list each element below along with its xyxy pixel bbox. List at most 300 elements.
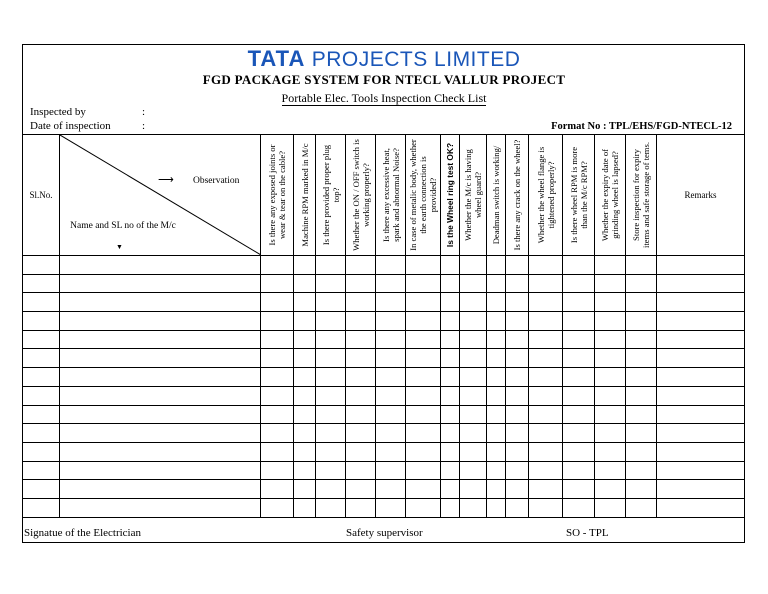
table-cell[interactable] — [595, 386, 626, 405]
table-cell[interactable] — [316, 274, 346, 293]
table-cell[interactable] — [506, 330, 529, 349]
table-cell[interactable] — [23, 293, 60, 312]
table-cell[interactable] — [626, 368, 657, 387]
table-cell[interactable] — [626, 424, 657, 443]
col-header-text: Is there wheel RPM is more than the M/c RPM? — [568, 146, 589, 244]
table-cell[interactable] — [406, 293, 441, 312]
table-cell[interactable] — [563, 498, 595, 517]
table-cell[interactable] — [657, 442, 745, 461]
table-cell[interactable] — [506, 498, 529, 517]
table-cell[interactable] — [261, 293, 294, 312]
table-cell[interactable] — [294, 442, 316, 461]
table-cell[interactable] — [460, 480, 487, 499]
table-cell[interactable] — [23, 498, 60, 517]
form-title-text: Portable Elec. Tools Inspection Check List — [281, 91, 487, 105]
table-row — [23, 349, 745, 368]
table-cell[interactable] — [261, 349, 294, 368]
table-cell[interactable] — [563, 442, 595, 461]
col-header-text: Deadman switch is working/ — [491, 145, 501, 245]
table-cell[interactable] — [441, 312, 460, 331]
table-row — [23, 386, 745, 405]
table-cell[interactable] — [529, 312, 563, 331]
machine-name-label: Name and SL no of the M/c — [70, 221, 176, 231]
table-cell[interactable] — [460, 442, 487, 461]
table-cell[interactable] — [506, 312, 529, 331]
table-row — [23, 442, 745, 461]
table-cell[interactable] — [506, 256, 529, 275]
table-cell[interactable] — [441, 330, 460, 349]
table-cell[interactable] — [506, 405, 529, 424]
table-cell[interactable] — [626, 293, 657, 312]
table-cell[interactable] — [60, 480, 261, 499]
table-cell[interactable] — [626, 386, 657, 405]
table-cell[interactable] — [529, 480, 563, 499]
table-cell[interactable] — [23, 461, 60, 480]
table-cell[interactable] — [376, 386, 406, 405]
table-cell[interactable] — [23, 424, 60, 443]
table-cell[interactable] — [626, 442, 657, 461]
table-cell[interactable] — [487, 330, 506, 349]
table-cell[interactable] — [261, 274, 294, 293]
col-header-2 — [294, 135, 316, 256]
table-cell[interactable] — [406, 461, 441, 480]
table-cell[interactable] — [261, 386, 294, 405]
table-cell[interactable] — [406, 498, 441, 517]
table-cell[interactable] — [294, 498, 316, 517]
inspected-by-field — [30, 106, 146, 118]
inspected-by-label: Inspected by — [30, 106, 86, 118]
table-cell[interactable] — [60, 256, 261, 275]
table-cell[interactable] — [529, 424, 563, 443]
table-cell[interactable] — [441, 498, 460, 517]
table-cell[interactable] — [595, 274, 626, 293]
table-cell[interactable] — [626, 274, 657, 293]
table-cell[interactable] — [460, 293, 487, 312]
table-cell[interactable] — [376, 312, 406, 331]
table-cell[interactable] — [460, 498, 487, 517]
table-cell[interactable] — [406, 386, 441, 405]
remarks-header: Remarks — [657, 135, 745, 256]
table-cell[interactable] — [441, 442, 460, 461]
table-cell[interactable] — [294, 424, 316, 443]
table-cell[interactable] — [487, 442, 506, 461]
table-cell[interactable] — [376, 349, 406, 368]
table-cell[interactable] — [261, 312, 294, 331]
table-cell[interactable] — [316, 368, 346, 387]
date-colon: : — [142, 120, 146, 132]
table-cell[interactable] — [60, 424, 261, 443]
table-cell[interactable] — [316, 330, 346, 349]
table-cell[interactable] — [487, 405, 506, 424]
table-cell[interactable] — [316, 386, 346, 405]
table-cell[interactable] — [346, 461, 376, 480]
table-cell[interactable] — [563, 480, 595, 499]
table-cell[interactable] — [595, 293, 626, 312]
col-header-text: Whether the M/c is having wheel guard? — [463, 149, 483, 241]
table-cell[interactable] — [487, 349, 506, 368]
table-cell[interactable] — [261, 368, 294, 387]
table-cell[interactable] — [487, 424, 506, 443]
table-cell[interactable] — [529, 274, 563, 293]
table-cell[interactable] — [346, 256, 376, 275]
table-cell[interactable] — [460, 312, 487, 331]
company-logo-word: TATA — [247, 46, 306, 71]
table-cell[interactable] — [261, 330, 294, 349]
table-cell[interactable] — [346, 424, 376, 443]
table-cell[interactable] — [460, 461, 487, 480]
table-row — [23, 256, 745, 275]
table-cell[interactable] — [506, 386, 529, 405]
col-header-4 — [346, 135, 376, 256]
table-cell[interactable] — [487, 386, 506, 405]
table-cell[interactable] — [487, 256, 506, 275]
table-cell[interactable] — [23, 312, 60, 331]
table-cell[interactable] — [626, 349, 657, 368]
so-tpl-label: SO - TPL — [566, 527, 609, 539]
table-cell[interactable] — [460, 330, 487, 349]
table-cell[interactable] — [60, 368, 261, 387]
table-cell[interactable] — [529, 293, 563, 312]
table-cell[interactable] — [376, 498, 406, 517]
table-cell[interactable] — [406, 424, 441, 443]
table-cell[interactable] — [563, 368, 595, 387]
table-cell[interactable] — [563, 274, 595, 293]
table-cell[interactable] — [460, 405, 487, 424]
table-cell[interactable] — [487, 293, 506, 312]
table-cell[interactable] — [657, 498, 745, 517]
table-cell[interactable] — [441, 368, 460, 387]
table-cell[interactable] — [506, 442, 529, 461]
table-row — [23, 498, 745, 517]
date-label: Date of inspection — [30, 120, 111, 132]
table-cell[interactable] — [441, 256, 460, 275]
col-header-text: Is there any excessive heat, spark and abnormal Noise? — [380, 148, 401, 242]
col-header-text: Is there any crack on the wheel? — [512, 139, 522, 251]
table-cell[interactable] — [294, 461, 316, 480]
table-cell[interactable] — [460, 368, 487, 387]
table-cell[interactable] — [563, 424, 595, 443]
table-cell[interactable] — [261, 256, 294, 275]
col-header-5 — [376, 135, 406, 256]
table-cell[interactable] — [626, 461, 657, 480]
table-cell[interactable] — [316, 461, 346, 480]
table-cell[interactable] — [23, 368, 60, 387]
table-cell[interactable] — [626, 405, 657, 424]
table-cell[interactable] — [346, 312, 376, 331]
slno-header: Sl.No. — [23, 135, 60, 256]
col-header-12 — [563, 135, 595, 256]
table-cell[interactable] — [406, 349, 441, 368]
table-cell[interactable] — [595, 405, 626, 424]
table-cell[interactable] — [529, 256, 563, 275]
table-cell[interactable] — [563, 256, 595, 275]
table-cell[interactable] — [657, 386, 745, 405]
table-cell[interactable] — [294, 330, 316, 349]
table-cell[interactable] — [60, 498, 261, 517]
table-cell[interactable] — [316, 480, 346, 499]
table-cell[interactable] — [23, 480, 60, 499]
table-cell[interactable] — [595, 349, 626, 368]
table-cell[interactable] — [60, 349, 261, 368]
table-cell[interactable] — [406, 330, 441, 349]
table-cell[interactable] — [529, 349, 563, 368]
table-cell[interactable] — [657, 256, 745, 275]
col-header-13 — [595, 135, 626, 256]
table-cell[interactable] — [376, 442, 406, 461]
table-row — [23, 274, 745, 293]
table-cell[interactable] — [595, 312, 626, 331]
table-cell[interactable] — [487, 274, 506, 293]
table-cell[interactable] — [506, 368, 529, 387]
col-header-10 — [506, 135, 529, 256]
table-cell[interactable] — [657, 349, 745, 368]
table-cell[interactable] — [406, 442, 441, 461]
table-cell[interactable] — [487, 480, 506, 499]
table-cell[interactable] — [23, 274, 60, 293]
table-cell[interactable] — [346, 442, 376, 461]
table-cell[interactable] — [563, 386, 595, 405]
table-cell[interactable] — [441, 424, 460, 443]
table-cell[interactable] — [529, 330, 563, 349]
table-cell[interactable] — [23, 405, 60, 424]
table-row — [23, 330, 745, 349]
table-cell[interactable] — [346, 405, 376, 424]
table-cell[interactable] — [563, 293, 595, 312]
table-cell[interactable] — [346, 480, 376, 499]
table-row — [23, 293, 745, 312]
project-title: FGD PACKAGE SYSTEM FOR NTECL VALLUR PROJECT — [202, 72, 566, 87]
table-cell[interactable] — [441, 293, 460, 312]
table-cell[interactable] — [441, 405, 460, 424]
table-cell[interactable] — [376, 256, 406, 275]
table-cell[interactable] — [460, 424, 487, 443]
table-cell[interactable] — [261, 405, 294, 424]
table-cell[interactable] — [60, 330, 261, 349]
table-cell[interactable] — [441, 349, 460, 368]
table-cell[interactable] — [346, 330, 376, 349]
down-arrow-icon: ▼ — [116, 243, 123, 251]
col-header-text: Whether the wheel flange is tightened properly? — [535, 146, 556, 244]
table-cell[interactable] — [261, 442, 294, 461]
right-arrow-icon: ⟶ — [158, 174, 174, 186]
table-cell[interactable] — [487, 498, 506, 517]
safety-supervisor-label: Safety supervisor — [346, 527, 423, 539]
table-cell[interactable] — [23, 256, 60, 275]
col-header-text: In case of metalic body, whether the earth connection is provided? — [408, 139, 438, 251]
table-cell[interactable] — [346, 498, 376, 517]
table-cell[interactable] — [506, 461, 529, 480]
table-cell[interactable] — [441, 461, 460, 480]
table-cell[interactable] — [316, 349, 346, 368]
col-header-text: Whether the expiry date of grinding wheel is lapsed? — [600, 148, 620, 242]
col-header-text: Store inspection for expiry items and safe storage of tems. — [631, 142, 651, 248]
table-cell[interactable] — [316, 312, 346, 331]
table-cell[interactable] — [294, 405, 316, 424]
table-cell[interactable] — [563, 405, 595, 424]
table-cell[interactable] — [657, 330, 745, 349]
table-cell[interactable] — [406, 405, 441, 424]
col-header-9 — [487, 135, 506, 256]
table-cell[interactable] — [60, 312, 261, 331]
table-row — [23, 312, 745, 331]
table-cell[interactable] — [406, 256, 441, 275]
table-cell[interactable] — [316, 498, 346, 517]
observation-label: Observation — [193, 176, 240, 186]
table-cell[interactable] — [506, 424, 529, 443]
table-cell[interactable] — [595, 424, 626, 443]
table-cell[interactable] — [460, 386, 487, 405]
table-row — [23, 480, 745, 499]
table-cell[interactable] — [529, 498, 563, 517]
col-header-1 — [261, 135, 294, 256]
table-cell[interactable] — [23, 330, 60, 349]
electrician-signature-label: Signatue of the Electrician — [24, 527, 141, 539]
table-cell[interactable] — [626, 312, 657, 331]
table-cell[interactable] — [563, 349, 595, 368]
table-row — [23, 368, 745, 387]
table-row — [23, 424, 745, 443]
table-cell[interactable] — [460, 256, 487, 275]
col-header-7 — [441, 135, 460, 256]
table-cell[interactable] — [294, 293, 316, 312]
col-header-6 — [406, 135, 441, 256]
table-cell[interactable] — [60, 386, 261, 405]
company-name-rest: PROJECTS LIMITED — [311, 48, 521, 71]
table-cell[interactable] — [487, 312, 506, 331]
table-cell[interactable] — [406, 480, 441, 499]
col-header-14 — [626, 135, 657, 256]
table-cell[interactable] — [657, 293, 745, 312]
table-cell[interactable] — [595, 368, 626, 387]
table-cell[interactable] — [261, 498, 294, 517]
table-cell[interactable] — [60, 274, 261, 293]
table-cell[interactable] — [529, 368, 563, 387]
table-cell[interactable] — [376, 330, 406, 349]
table-cell[interactable] — [529, 442, 563, 461]
table-cell[interactable] — [506, 349, 529, 368]
table-cell[interactable] — [316, 442, 346, 461]
table-cell[interactable] — [563, 461, 595, 480]
table-cell[interactable] — [294, 312, 316, 331]
table-cell[interactable] — [657, 274, 745, 293]
table-cell[interactable] — [294, 480, 316, 499]
table-cell[interactable] — [487, 368, 506, 387]
col-header-11 — [529, 135, 563, 256]
table-cell[interactable] — [316, 424, 346, 443]
table-cell[interactable] — [346, 274, 376, 293]
table-cell[interactable] — [316, 256, 346, 275]
table-cell[interactable] — [563, 330, 595, 349]
name-observation-header — [60, 135, 261, 256]
table-cell[interactable] — [23, 442, 60, 461]
table-cell[interactable] — [376, 461, 406, 480]
table-cell[interactable] — [23, 349, 60, 368]
table-cell[interactable] — [529, 461, 563, 480]
table-cell[interactable] — [506, 274, 529, 293]
table-cell[interactable] — [294, 386, 316, 405]
table-cell[interactable] — [506, 480, 529, 499]
table-cell[interactable] — [657, 312, 745, 331]
table-cell[interactable] — [376, 424, 406, 443]
table-cell[interactable] — [294, 256, 316, 275]
table-cell[interactable] — [657, 480, 745, 499]
table-cell[interactable] — [60, 405, 261, 424]
table-cell[interactable] — [626, 330, 657, 349]
form-title — [0, 91, 768, 106]
table-cell[interactable] — [376, 293, 406, 312]
table-cell[interactable] — [657, 424, 745, 443]
table-cell[interactable] — [441, 480, 460, 499]
table-cell[interactable] — [441, 274, 460, 293]
table-cell[interactable] — [261, 424, 294, 443]
table-cell[interactable] — [261, 480, 294, 499]
table-cell[interactable] — [529, 405, 563, 424]
table-cell[interactable] — [316, 405, 346, 424]
col-header-text: Is the Wheel ring test OK? — [445, 142, 455, 248]
table-cell[interactable] — [626, 256, 657, 275]
table-cell[interactable] — [316, 293, 346, 312]
table-cell[interactable] — [657, 405, 745, 424]
table-cell[interactable] — [346, 368, 376, 387]
table-cell[interactable] — [261, 461, 294, 480]
company-name — [0, 46, 768, 72]
table-cell[interactable] — [376, 368, 406, 387]
table-cell[interactable] — [595, 480, 626, 499]
format-number: Format No : TPL/EHS/FGD-NTECL-12 — [551, 121, 732, 132]
table-cell[interactable] — [595, 256, 626, 275]
table-cell[interactable] — [406, 368, 441, 387]
table-cell[interactable] — [294, 274, 316, 293]
col-header-8 — [460, 135, 487, 256]
table-cell[interactable] — [626, 480, 657, 499]
table-cell[interactable] — [406, 274, 441, 293]
table-cell[interactable] — [657, 368, 745, 387]
table-cell[interactable] — [626, 498, 657, 517]
table-row — [23, 461, 745, 480]
table-cell[interactable] — [460, 274, 487, 293]
table-cell[interactable] — [657, 461, 745, 480]
table-cell[interactable] — [60, 461, 261, 480]
table-cell[interactable] — [460, 349, 487, 368]
table-cell[interactable] — [294, 349, 316, 368]
table-cell[interactable] — [441, 386, 460, 405]
table-row — [23, 405, 745, 424]
table-cell[interactable] — [346, 293, 376, 312]
table-cell[interactable] — [595, 330, 626, 349]
table-cell[interactable] — [60, 293, 261, 312]
table-cell[interactable] — [406, 312, 441, 331]
table-cell[interactable] — [563, 312, 595, 331]
table-cell[interactable] — [23, 386, 60, 405]
table-cell[interactable] — [529, 386, 563, 405]
table-cell[interactable] — [346, 349, 376, 368]
table-cell[interactable] — [487, 461, 506, 480]
col-header-text: Is there provided proper plug top? — [320, 144, 341, 246]
table-cell[interactable] — [346, 386, 376, 405]
table-cell[interactable] — [294, 368, 316, 387]
table-cell[interactable] — [595, 461, 626, 480]
date-of-inspection-field — [30, 120, 146, 132]
table-cell[interactable] — [376, 480, 406, 499]
table-cell[interactable] — [506, 293, 529, 312]
col-header-text: Machine RPM marked in M/c — [299, 143, 310, 247]
table-cell[interactable] — [60, 442, 261, 461]
table-cell[interactable] — [376, 405, 406, 424]
table-cell[interactable] — [595, 442, 626, 461]
checklist-table — [22, 134, 745, 518]
table-cell[interactable] — [376, 274, 406, 293]
table-cell[interactable] — [595, 498, 626, 517]
